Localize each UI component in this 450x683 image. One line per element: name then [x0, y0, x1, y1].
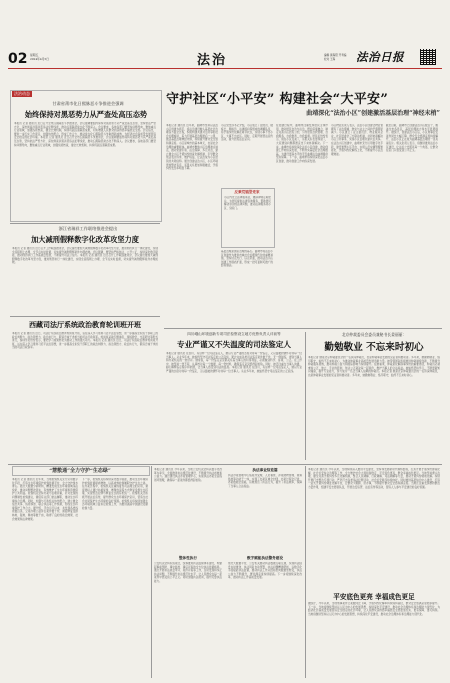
- left-a-title: 加大减刑假释数字化改革攻坚力度: [31, 235, 139, 244]
- header-rule: [8, 68, 442, 69]
- divider: [8, 464, 442, 465]
- top-left-title: 始终保持对黑恶势力从严查处高压态势: [24, 110, 148, 119]
- left-a-kicker: 浙江省瑞祥工作联络推进会提出: [58, 226, 118, 231]
- bottom-mid-head-2: 整体性执行: [179, 556, 197, 560]
- bottom-mid-body-4: 依托大数据平台，公安机关推动执法数据互联互通，实现执法信息实时推送、执法风险自动预警、执法问题精准研判，以数字化手段赋能执法监督，推动执法工作从经验型向数据型转变，执法公信力不断提升，群众满意度持续提高。下一步将继续深化改革，推动执法工作高质量发展。: [228, 562, 302, 580]
- bottom-left-kicker: “慧敷通”全力守护“生态绿”: [49, 468, 111, 474]
- section-tag: 法治动态: [14, 91, 30, 96]
- bottom-mid-body-1: 本报记者 通讯员 今年以来，当地公安机关坚持以数字化改革为牵引，全面推进执法规范化建设，不断提升执法质效和公信力。通过建设执法办案管理中心，实现执法办案全流程闭环管理，确保每一起案件都经得起检验。: [154, 468, 222, 482]
- divider: [164, 328, 442, 329]
- main-body-col5: 截至目前，曲靖市已创建法治小区数百个，覆盖全市各县区，基层治理能力和水平显著提升。据统计，创建法治小区后，小区刑事治安案件同比大幅下降，群众安全感满意度持续攀升，法治小区正在成为曲靖基层治理的一张亮丽名片。相关负责人表示，将继续推进法治小区建设，让法治之光照亮每一个角落，让群众在家门口感受到公平正义。: [386, 124, 438, 153]
- bottom-right-title: 平安底色更亮 幸福成色更足: [333, 593, 415, 601]
- bottom-mid-head-1: 执法事业综览篇: [252, 468, 278, 472]
- mid-left-kicker: 四川峨山环境创新专项司法检察设立地方优势负责人评前等: [187, 332, 281, 336]
- inner-box-body: 小区内设立法律服务站，邀请律师定期坐诊，为居民提供法律咨询服务，帮助居民解决身边的法律问题，推动法律服务进小区、到家门。: [224, 196, 271, 210]
- bottom-left-body-1: 本报讯 记者 通讯员 近年来，当地检察机关充分运用数字化手段，打造生态环境保护检察监督平台，全力守护绿水青山。通过大数据分析研判，精准发现生态环境领域违法线索，推动问题整改落实，有效维护了生态环境和资源保护公共利益。检察机关坚持办案与治理并重，针对发现的问题制发检察建议，督促有关部门依法履职，推动生态环境综合治理。同时，加强与行政机关协作配合，建立健全信息共享、线索移送、联合执法等工作机制，形成生态环境保护工作合力。据介绍，平台运行以来，共发现各类线索数百条，立案办理公益诉讼案件数十件，督促修复受损林地、湿地、耕地等数千亩，取得了良好的政治效果、社会效果和法律效果。: [12, 478, 78, 521]
- mid-left-body: 本报记者 通讯员 在四川，有这样一位司法鉴定人，她以专业严谨的态度对待每一份鉴定，又以温暖的情怀对待每一位当事人。从业多年来，她始终坚守司法鉴定的公正底线，累计完成各类司法鉴定案件数千件，无一例错鉴，得到当事人和办案机关的一致好评。她常说，每一份鉴定意见都关系着当事人的切身利益，必须做到科学、客观、公正。在工作中，她坚持一丝不苟，认真核对每一个数据、每一份材料，确保鉴定意见经得起检验。同时，她还注重与当事人沟通，耐心解释鉴定程序和依据，让当事人感受到司法的温度。本报记者 通讯员 在四川，有这样一位司法鉴定人，她以专业严谨的态度对待每一份鉴定，又以温暖的情怀对待每一位当事人。从业多年来，她始终坚守司法鉴定的公正底线。: [166, 352, 302, 373]
- page-meta: 星期五 2024年4月5日: [30, 53, 50, 61]
- mid-left-title: 专业严谨又不失温度的司法鉴定人: [177, 340, 291, 349]
- divider: [10, 223, 160, 224]
- mid-right-kicker: 北京仲裁委员会委员兼秘书长姜丽丽：: [341, 332, 407, 337]
- page-number: 02: [8, 51, 28, 67]
- main-body-col4: 小区物业负责人表示，法治小区创建让物业管理有了法治遵循，物业与业主之间的矛盾明显减少。小区建立了业主委员会、物业服务企业、社区居委会三方联动机制，共同协商解决小区公共事务，实现小区治理共建共治共享。在法治小区创建中，曲靖市充分运用数字化手段，建设智慧小区平台，实现人员车辆管理智能化、矛盾纠纷化解线上化，不断提升小区治理效能。: [331, 124, 383, 156]
- section-title: 法治: [197, 53, 228, 68]
- left-b-body: 本报讯 记者 通讯员 近日，司法厅系统政治教育轮训班开班，旨在深入学习贯彻习近平法治思想，进一步提高全系统干部职工的政治判断力、政治领悟力、政治执行力，锻造忠诚干净担当的司法行政铁军。轮训班采取专题讲座、现场教学、交流研讨等形式进行，参训学员纷纷表示，要把学习成果转化为推动工作的强大动力。本报讯 记者 通讯员 近日，司法厅系统政治教育轮训班开班，旨在深入学习贯彻习近平法治思想，进一步提高全系统干部职工的政治判断力、政治领悟力、政治执行力，锻造忠诚干净担当的司法行政铁军。: [12, 332, 158, 350]
- top-left-body: 本报讯 记者 通讯员 近日召开全市扫黑除恶斗争推进会，会议强调要始终保持对黑恶势力从严查处高压态势，坚持依法严惩方针，深挖彻查涉黑涉恶违法犯罪线索，推动扫黑除恶常态化不断深入。会议要求，各地各部门要坚持问题导向，聚焦重点行业领域，加强线索核查，健全长效机制，持续巩固扫黑除恶成果，切实增强人民群众的获得感幸福感安全感。会议指出，要进一步压实工作责任，加强协作配合，形成工作合力，推动常态化扫黑除恶斗争取得新成效，为经济社会高质量发展营造安全稳定的社会环境。本报讯 记者 通讯员 近日召开全市扫黑除恶斗争推进会，会议强调要始终保持对黑恶势力从严查处高压态势，坚持依法严惩方针，深挖彻查涉黑涉恶违法犯罪线索，推动扫黑除恶常态化不断深入。会议要求，各地各部门要坚持问题导向，聚焦重点行业领域，加强线索核查，健全长效机制，持续巩固扫黑除恶成果。: [14, 122, 156, 147]
- mid-right-body: 本报记者 她是北京仲裁委员会的一名资深仲裁员，也是仲裁事业发展的见证者和推动者。多年来，她勤勉敬业、恪尽职守，始终不忘来时初心，为推动仲裁事业高质量发展贡献力量。她带领团队积极推进仲裁制度创新，不断提升仲裁服务质效，推动仲裁公信力和国际影响力持续提升。在她看来，仲裁是化解商事纠纷的重要途径，仲裁员必须秉持公正、独立、专业的原则，依法公正裁决每一起案件，维护当事人的合法权益。她始终坚持学习，不断更新知识储备，提升专业能力，努力成为一名让当事人信赖的仲裁员。本报记者 她是北京仲裁委员会的一名资深仲裁员，也是仲裁事业发展的见证者和推动者。多年来，她勤勉敬业、恪尽职守，始终不忘来时初心。: [308, 356, 440, 377]
- left-a-body: 本报讯 记者 通讯员 近日召开工作联络推进会，会议提出要加大减刑假释数字化改革攻坚力度，推进刑罚执行一体化建设，实现全流程网上办理、全节点实时监督，切实提升减刑假释案件办理质效。会议强调，要坚持严格依法、公开公正，持续深化数字赋能，推动刑罚执行工作高质量发展，不断提升司法公信力。本报讯 记者 通讯员 近日召开工作联络推进会，会议提出要加大减刑假释数字化改革攻坚力度，推进刑罚执行一体化建设，实现全流程网上办理、全节点实时监督，切实提升减刑假释案件办理质效。: [12, 247, 158, 265]
- column-divider: [151, 466, 152, 678]
- main-body-col2b: 基层治理是国家治理的基石。曲靖市将法治小区创建作为推进市域社会治理现代化的重要举措，坚持试点先行、以点带面，推动法治小区创建工作提质扩面，形成一批可复制可推广的经验做法。: [221, 250, 273, 268]
- column-divider: [305, 466, 306, 678]
- mid-right-title: 勤勉敬业 不忘来时初心: [324, 342, 424, 353]
- editor-line: 编辑 黄海阳 开考编 校对 王海: [324, 54, 347, 61]
- main-body-col3: 在创建过程中，曲靖市注重发挥居民主体作用，推动居民自治与法治、德治深度融合，制定完善小区居民公约，引导居民自我管理、自我服务、自我教育、自我监督。居民们纷纷表示，现在小区变美了，邻里关系也更和谐了，大家遇到问题都愿意坐下来协商解决。下一步，曲靖市将持续深化法治小区创建，推动创建工作向纵深发展，不断夯实基层社会治理根基，为建设更高水平的平安曲靖法治曲靖提供坚实保障。下一步，曲靖市将持续深化法治小区创建，推动创建工作向纵深发展。: [276, 124, 328, 163]
- bottom-right-body-2: 据统计，今年以来，当地刑事案件立案数同比下降，矛盾纠纷化解率持续保持高位，群众安全感满意度稳步提升。下一步，当地将继续坚持以人民为中心的发展思想，持续深化平安建设，推动社会治理体系和治理能力现代化，为经济社会高质量发展营造安全稳定的社会环境，让人民群众获得感幸福感安全感更加充实、更有保障、更可持续。当地将继续坚持以人民为中心的发展思想，持续深化平安建设，推动社会治理体系和治理能力现代化。: [308, 602, 440, 616]
- bottom-mid-head-3: 数字赋能执法警务建设: [247, 556, 283, 560]
- main-title: 守护社区“小平安” 构建社会“大平安”: [166, 92, 389, 107]
- bottom-right-body-1: 本报记者 通讯员 今年以来，当地持续深入推进平安建设，坚持和发展新时代枫桥经验，扎实开展矛盾纠纷排查化解、社会治安综合治理等工作，全力维护社会大局和谐稳定，平安底色更亮，群众幸福成色更足。当地坚持源头治理，健全完善矛盾纠纷多元化解机制，整合人民调解、行政调解、司法调解等力量，推动矛盾纠纷就地化解。持续开展打击整治专项行动，严厉打击各类违法犯罪活动，社会治安秩序持续向好。同时推进基层综治中心建设，打造一站式矛盾纠纷调处化解平台，让群众少跑腿、好办事，不断提升群众安全感和满意度。当地还注重发挥群防群治力量作用，组建平安志愿者队伍，开展治安巡逻、法治宣传等活动，营造人人参与平安建设的良好氛围。: [308, 468, 440, 489]
- main-body-col1: 本报记者 通讯员 近年来，曲靖市坚持以法治小区创建为抓手，将法治建设融入基层社会治理各方面全过程，积极构建共建共治共享的社会治理格局，着力打通基层治理最后一公里，激活基层治理神经末梢，持续提升群众安全感和满意度。小区是城市的基本单元，也是社会治理的重要载体。曲靖市聚焦小区治理难点堵点，推动党建引领、法治保障、多元共治，建立健全小区矛盾纠纷排查化解机制，引导群众依法表达诉求、维护权益，让法治成为小区居民的共同信仰。通过创建法治小区，小区环境更加整洁有序，邻里关系更加和睦融洽，矛盾纠纷发生率明显下降。: [166, 124, 218, 171]
- bottom-left-body-2: 下一步，检察机关将持续深化数字赋能，推动生态环境保护检察监督提质增效，以高质效检察履职守护生态之美。在办案过程中，检察机关注重恢复性司法理念的运用，督促侵权人通过补植复绿、增殖放流等方式修复受损生态环境，实现惩治犯罪与修复生态的有机统一。检察机关还积极开展法治宣传，提升群众生态环境保护意识，营造全社会共同保护生态环境的良好氛围。检察机关将持续加强生态环境领域公益诉讼检察工作，为推进美丽中国建设贡献检察力量。: [82, 478, 148, 510]
- masthead-logo: 法治日报: [356, 50, 404, 64]
- left-b-title: 西藏司法厅系统政治教育轮训班开班: [29, 320, 141, 329]
- top-left-kicker: 甘肃省莆市化日熙脉恶斗争推进会强调: [52, 101, 124, 106]
- column-divider: [305, 332, 306, 460]
- inner-box-title: 反乘荒镇型党家: [234, 190, 260, 194]
- divider: [10, 316, 160, 317]
- qr-code: [420, 49, 436, 65]
- main-body-col2: 小区党支部书记介绍，小区成立了由党员、楼栋长、网格员、法律顾问等组成的调解队伍，将矛盾纠纷化解在萌芽状态，实现小事不出小区、大事不出社区。同时，定期开展普法宣传活动，提升居民法治意识。: [221, 124, 273, 142]
- bottom-mid-body-2: 执法办案管理中心集案件受理、人员看管、涉案财物管理、视频监控等功能于一体，实现了办案区域全封闭、办案过程全记录、办案数据全留痕，有效规范了执法行为，提升了执法效率，保障了当事人合法权益。: [228, 474, 302, 488]
- main-subtitle: 曲靖深化“法治小区”创建激活基层治理“神经末梢”: [306, 110, 440, 117]
- bottom-mid-body-3: 公安机关坚持系统观念，统筹推进执法监督体系建设，构建起事前预防、事中监控、事后评查的全方位执法监督格局。通过开展执法质量考评、案件评查等工作，及时发现和纠正执法问题，不断提升执法规范化水平，让人民群众在每一起案件中感受到公平正义。同时加强执法培训，提升民警执法能力。: [154, 562, 222, 583]
